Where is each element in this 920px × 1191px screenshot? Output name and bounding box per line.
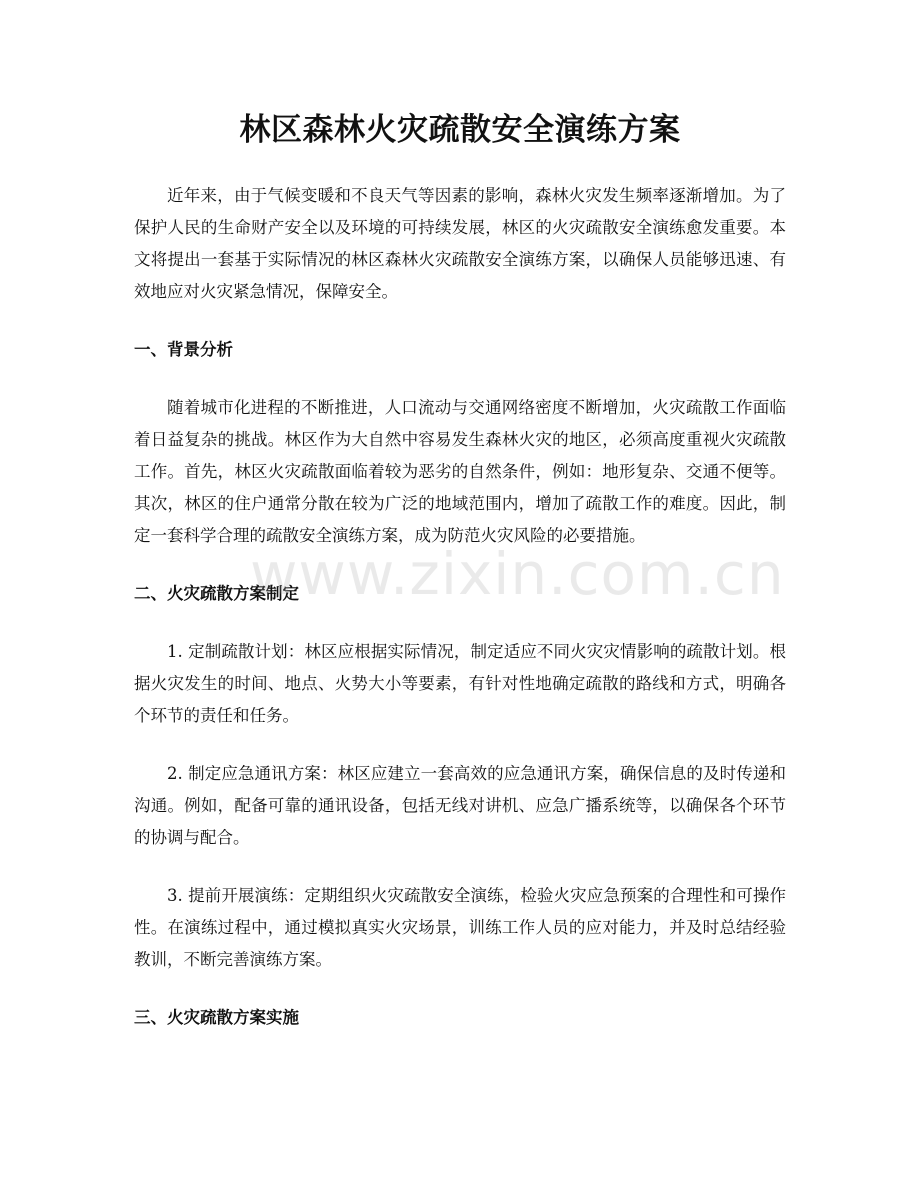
document-title: 林区森林火灾疏散安全演练方案 (239, 112, 681, 148)
section-heading-background: 一、背景分析 (134, 340, 233, 359)
plan-item-1: 1. 定制疏散计划：林区应根据实际情况，制定适应不同火灾灾情影响的疏散计划。根据火灾发生的时间、地点、火势大小等要素，有针对性地确定疏散的路线和方式，明确各个环节的责任和任务。 (134, 642, 786, 725)
document-body (134, 180, 786, 1034)
plan-item-2: 2. 制定应急通讯方案：林区应建立一套高效的应急通讯方案，确保信息的及时传递和沟通。例如，配备可靠的通讯设备，包括无线对讲机、应急广播系统等，以确保各个环节的协调与配合。 (134, 764, 786, 847)
plan-item-3: 3. 提前开展演练：定期组织火灾疏散安全演练，检验火灾应急预案的合理性和可操作性。在演练过程中，通过模拟真实火灾场景，训练工作人员的应对能力，并及时总结经验教训，不断完善演练方案。 (134, 886, 786, 969)
intro-paragraph: 近年来，由于气候变暖和不良天气等因素的影响，森林火灾发生频率逐渐增加。为了保护人民的生命财产安全以及环境的可持续发展，林区的火灾疏散安全演练愈发重要。本文将提出一套基于实际情况的林区森林火灾疏散安全演练方案，以确保人员能够迅速、有效地应对火灾紧急情况，保障安全。 (134, 186, 786, 301)
background-paragraph: 随着城市化进程的不断推进，人口流动与交通网络密度不断增加，火灾疏散工作面临着日益复杂的挑战。林区作为大自然中容易发生森林火灾的地区，必须高度重视火灾疏散工作。首先，林区火灾疏散面临着较为恶劣的自然条件，例如：地形复杂、交通不便等。其次，林区的住户通常分散在较为广泛的地域范围内，增加了疏散工作的难度。因此，制定一套科学合理的疏散安全演练方案，成为防范火灾风险的必要措施。 (134, 398, 786, 545)
watermark: www.zixin.com.cn (250, 540, 785, 608)
section-heading-plan: 二、火灾疏散方案制定 (134, 584, 299, 603)
section-heading-implementation: 三、火灾疏散方案实施 (134, 1008, 299, 1027)
